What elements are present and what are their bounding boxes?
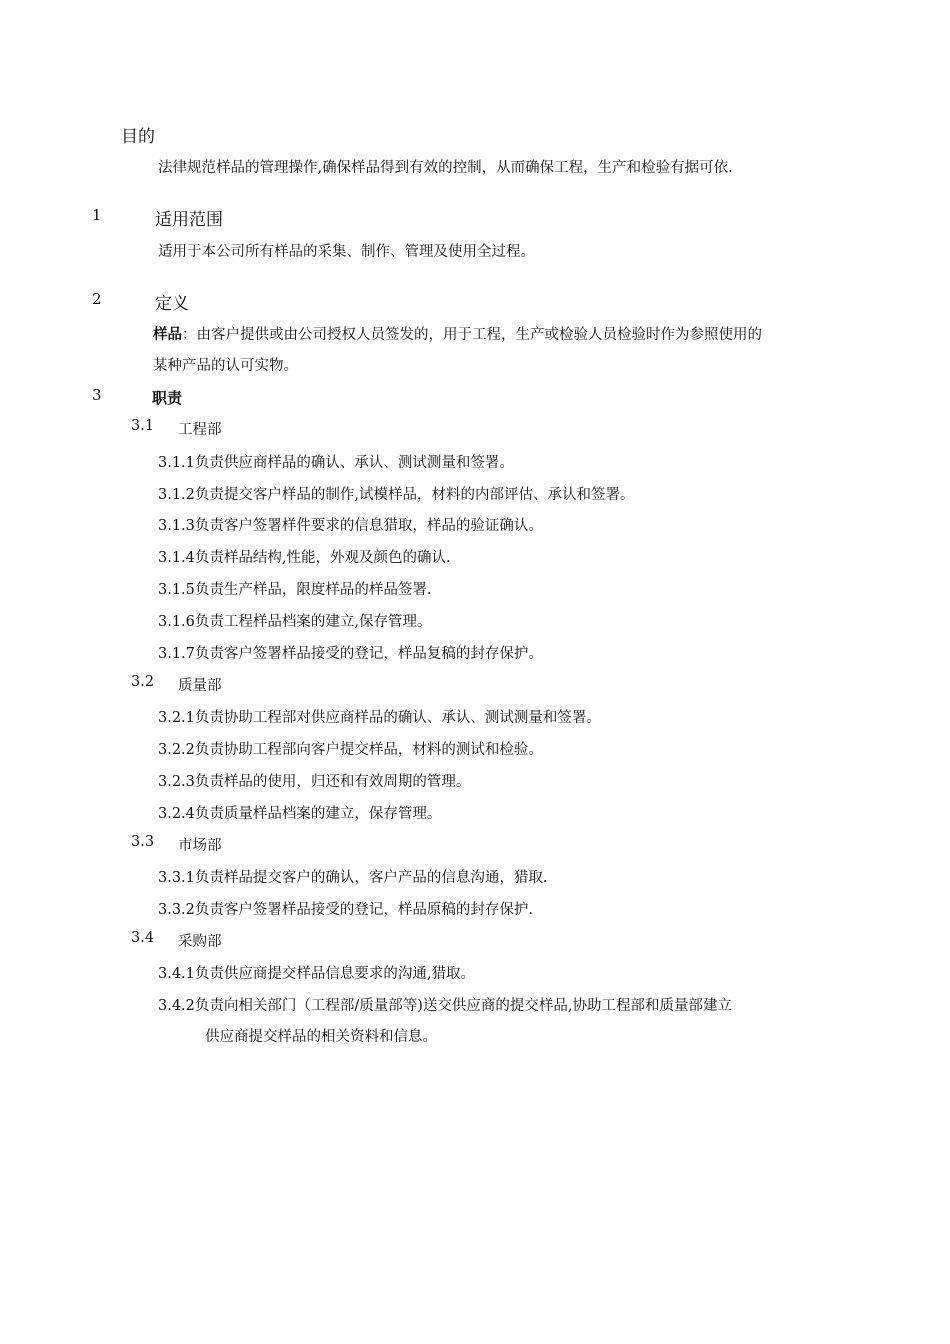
list-item: 3.1.6负责工程样品档案的建立,保存管理。 (158, 614, 432, 630)
list-item: 3.2.3负责样品的使用，归还和有效周期的管理。 (158, 774, 471, 790)
list-item: 3.1.5负责生产样品，限度样品的样品签署. (158, 582, 432, 598)
list-item: 3.3.2负责客户签署样品接受的登记，样品原稿的封存保护. (158, 902, 534, 918)
list-item: 3.1.4负责样品结构,性能，外观及颜色的确认. (158, 550, 451, 566)
purpose-text: 法律规范样品的管理操作,确保样品得到有效的控制，从而确保工程，生产和检验有据可依. (158, 160, 733, 176)
definition-heading: 定义 (155, 294, 189, 314)
list-item: 3.1.2负责提交客户样品的制作,试模样品，材料的内部评估、承认和签署。 (158, 487, 635, 503)
section-3-1-title: 工程部 (178, 422, 222, 438)
duties-number: 3 (92, 386, 102, 404)
definition-line-1 (153, 323, 762, 344)
scope-text: 适用于本公司所有样品的采集、制作、管理及使用全过程。 (158, 244, 535, 260)
list-item: 3.2.1负责协助工程部对供应商样品的确认、承认、测试测量和签署。 (158, 710, 601, 726)
section-3-4-number: 3.4 (131, 930, 155, 946)
list-item: 3.1.7负责客户签署样品接受的登记，样品复稿的封存保护。 (158, 646, 543, 662)
definition-term: 样品 (153, 327, 182, 343)
section-3-3-number: 3.3 (131, 834, 155, 850)
section-3-2-number: 3.2 (131, 674, 155, 690)
definition-number: 2 (92, 290, 102, 308)
list-item: 3.4.1负责供应商提交样品信息要求的沟通,猎取。 (158, 966, 476, 982)
list-item: 3.3.1负责样品提交客户的确认，客户产品的信息沟通，猎取. (158, 870, 548, 886)
definition-line-2: 某种产品的认可实物。 (153, 358, 298, 374)
section-3-4-title: 采购部 (178, 934, 222, 950)
section-3-3-title: 市场部 (178, 838, 222, 854)
scope-number: 1 (92, 206, 102, 224)
duties-heading: 职责 (152, 389, 183, 407)
list-item: 3.2.2负责协助工程部向客户提交样品，材料的测试和检验。 (158, 742, 543, 758)
list-item: 3.2.4负责质量样品档案的建立，保存管理。 (158, 806, 442, 822)
purpose-heading: 目的 (121, 127, 155, 147)
list-item: 3.4.2负责向相关部门（工程部/质量部等)送交供应商的提交样品,协助工程部和质量部建立 (158, 998, 733, 1014)
definition-text: ：由客户提供或由公司授权人员签发的，用于工程，生产或检验人员检验时作为参照使用的 (182, 327, 762, 343)
list-item: 3.1.1负责供应商样品的确认、承认、测试测量和签署。 (158, 455, 514, 471)
section-3-1-number: 3.1 (131, 418, 155, 434)
scope-heading: 适用范围 (155, 210, 223, 230)
section-3-2-title: 质量部 (178, 678, 222, 694)
list-item-continuation: 供应商提交样品的相关资料和信息。 (205, 1029, 437, 1045)
list-item: 3.1.3负责客户签署样件要求的信息猎取，样品的验证确认。 (158, 518, 543, 534)
